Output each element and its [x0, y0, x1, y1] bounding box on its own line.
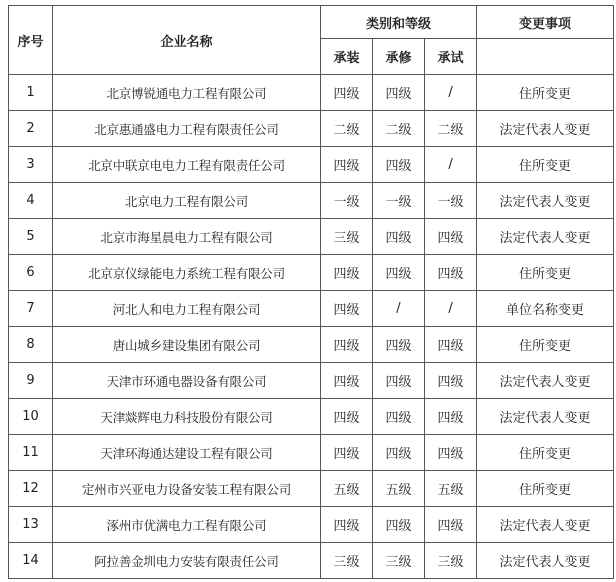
cell-repair: /: [373, 291, 425, 327]
cell-repair: 四级: [373, 219, 425, 255]
cell-index: 8: [9, 327, 53, 363]
cell-index: 6: [9, 255, 53, 291]
header-change-blank: [477, 39, 614, 75]
table-row: [9, 327, 614, 363]
cell-change: 法定代表人变更: [477, 111, 614, 147]
cell-repair: 五级: [373, 471, 425, 507]
cell-company: 北京京仪绿能电力系统工程有限公司: [53, 255, 321, 291]
cell-change: 住所变更: [477, 471, 614, 507]
cell-test: 四级: [425, 399, 477, 435]
cell-test: 四级: [425, 327, 477, 363]
cell-company: 北京市海星晨电力工程有限公司: [53, 219, 321, 255]
cell-test: 四级: [425, 219, 477, 255]
header-repair: 承修: [373, 39, 425, 75]
cell-change: 法定代表人变更: [477, 507, 614, 543]
table-row: [9, 435, 614, 471]
cell-change: 住所变更: [477, 327, 614, 363]
cell-repair: 四级: [373, 147, 425, 183]
cell-change: 法定代表人变更: [477, 183, 614, 219]
header-category: 类别和等级: [321, 6, 477, 39]
cell-company: 唐山城乡建设集团有限公司: [53, 327, 321, 363]
table-row: [9, 147, 614, 183]
table-row: [9, 507, 614, 543]
cell-test: /: [425, 291, 477, 327]
cell-install: 四级: [321, 147, 373, 183]
cell-repair: 三级: [373, 543, 425, 579]
cell-change: 住所变更: [477, 435, 614, 471]
cell-repair: 四级: [373, 75, 425, 111]
cell-change: 法定代表人变更: [477, 363, 614, 399]
cell-install: 四级: [321, 255, 373, 291]
cell-index: 14: [9, 543, 53, 579]
cell-index: 10: [9, 399, 53, 435]
cell-company: 涿州市优满电力工程有限公司: [53, 507, 321, 543]
cell-install: 四级: [321, 75, 373, 111]
table-body: [9, 75, 614, 579]
cell-test: 四级: [425, 363, 477, 399]
cell-install: 四级: [321, 327, 373, 363]
cell-change: 单位名称变更: [477, 291, 614, 327]
cell-test: 四级: [425, 507, 477, 543]
cell-install: 二级: [321, 111, 373, 147]
table-row: [9, 183, 614, 219]
header-change: 变更事项: [477, 6, 614, 39]
header-test: 承试: [425, 39, 477, 75]
cell-test: 二级: [425, 111, 477, 147]
cell-repair: 一级: [373, 183, 425, 219]
cell-company: 天津环海通达建设工程有限公司: [53, 435, 321, 471]
cell-company: 北京博锐通电力工程有限公司: [53, 75, 321, 111]
cell-repair: 四级: [373, 255, 425, 291]
cell-index: 4: [9, 183, 53, 219]
cell-change: 法定代表人变更: [477, 543, 614, 579]
table-row: [9, 255, 614, 291]
header-install: 承装: [321, 39, 373, 75]
cell-index: 7: [9, 291, 53, 327]
header-company: 企业名称: [53, 6, 321, 75]
cell-change: 法定代表人变更: [477, 219, 614, 255]
table-row: [9, 363, 614, 399]
table-row: [9, 291, 614, 327]
cell-change: 住所变更: [477, 255, 614, 291]
table-row: [9, 543, 614, 579]
cell-test: /: [425, 147, 477, 183]
cell-company: 北京电力工程有限公司: [53, 183, 321, 219]
cell-repair: 四级: [373, 507, 425, 543]
cell-index: 13: [9, 507, 53, 543]
table-row: [9, 471, 614, 507]
cell-index: 12: [9, 471, 53, 507]
cell-repair: 四级: [373, 363, 425, 399]
cell-change: 住所变更: [477, 75, 614, 111]
cell-test: 三级: [425, 543, 477, 579]
cell-test: 四级: [425, 435, 477, 471]
cell-index: 2: [9, 111, 53, 147]
cell-change: 住所变更: [477, 147, 614, 183]
cell-install: 三级: [321, 543, 373, 579]
cell-install: 四级: [321, 507, 373, 543]
table-row: [9, 399, 614, 435]
cell-company: 河北人和电力工程有限公司: [53, 291, 321, 327]
cell-repair: 四级: [373, 399, 425, 435]
table-row: [9, 219, 614, 255]
cell-repair: 四级: [373, 327, 425, 363]
cell-install: 四级: [321, 435, 373, 471]
cell-company: 天津燚辉电力科技股份有限公司: [53, 399, 321, 435]
cell-index: 11: [9, 435, 53, 471]
cell-company: 阿拉善金圳电力安装有限责任公司: [53, 543, 321, 579]
cell-install: 四级: [321, 399, 373, 435]
cell-install: 一级: [321, 183, 373, 219]
cell-install: 五级: [321, 471, 373, 507]
cell-company: 定州市兴亚电力设备安装工程有限公司: [53, 471, 321, 507]
cell-index: 1: [9, 75, 53, 111]
cell-company: 北京中联京电电力工程有限责任公司: [53, 147, 321, 183]
cell-install: 四级: [321, 363, 373, 399]
cell-index: 9: [9, 363, 53, 399]
qualification-change-table: [8, 5, 614, 579]
cell-test: 一级: [425, 183, 477, 219]
cell-test: 五级: [425, 471, 477, 507]
cell-test: 四级: [425, 255, 477, 291]
table-row: [9, 75, 614, 111]
cell-index: 5: [9, 219, 53, 255]
cell-company: 天津市环通电器设备有限公司: [53, 363, 321, 399]
header-index: 序号: [9, 6, 53, 75]
cell-change: 法定代表人变更: [477, 399, 614, 435]
cell-repair: 四级: [373, 435, 425, 471]
table-row: [9, 111, 614, 147]
cell-test: /: [425, 75, 477, 111]
cell-index: 3: [9, 147, 53, 183]
cell-install: 四级: [321, 291, 373, 327]
cell-repair: 二级: [373, 111, 425, 147]
cell-company: 北京惠通盛电力工程有限责任公司: [53, 111, 321, 147]
cell-install: 三级: [321, 219, 373, 255]
